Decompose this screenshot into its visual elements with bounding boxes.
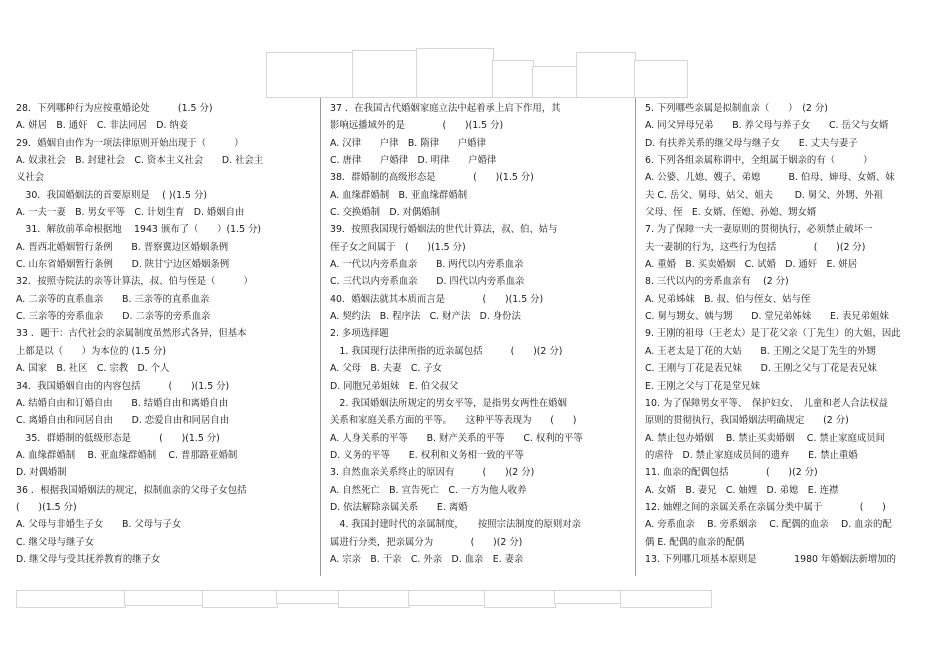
page-frame-top-6 [576,52,636,98]
text-line: D. 有扶养关系的继父母与继子女 E. 丈夫与妻子 [645,137,858,149]
text-line: 37 ．在我国古代婚姻家庭立法中起着承上启下作用，其 [330,103,561,114]
text-line: 义社会 [16,172,45,184]
text-line: 关系和家庭关系方面的平等。 这种平等表现为 ( ) [330,415,577,427]
text-line: C. 离婚自由和同居自由 D. 恋爱自由和同居自由 [16,415,230,427]
page-frame-top-2 [352,50,418,98]
text-line: 28．下列哪种行为应按重婚论处 (1.5 分) [16,103,213,114]
text-line: 夫一妻制的行为，这些行为包括 ( )(2 分) [645,241,866,253]
text-line: 31．解放前革命根据地 1943 颁布了（ ）(1.5 分) [16,224,262,236]
text-line: 偶 E. 配偶的血亲的配偶 [645,536,745,548]
text-line: A. 父母与非婚生子女 B. 父母与子女 [16,519,182,531]
text-line: A. 女婿 B. 妻兄 C. 妯娌 D. 弟媳 E. 连襟 [645,484,839,496]
text-line: A. 结婚自由和订婚自由 B. 结婚自由和离婚自由 [16,397,229,409]
text-line: 7. 为了保障一夫一妻原则的贯彻执行，必须禁止破坏一 [645,224,873,236]
page-frame-top-5 [532,66,578,98]
question-column-right [645,100,939,580]
text-line: C. 舅与甥女、姨与甥 D. 堂兄弟姊妹 E. 表兄弟姐妹 [645,311,889,323]
text-line: 36 ．根据我国婚姻法的规定，拟制血亲的父母子女包括 [16,484,247,496]
text-line: A. 旁系血亲 B. 旁系姻亲 C. 配偶的血亲 D. 血亲的配 [645,519,892,531]
text-line: 父母、侄 E. 女婿、侄媳、孙媳、甥女婿 [645,207,817,219]
text-line: D. 继父母与受其抚养教育的继子女 [16,553,161,565]
text-line: 属进行分类，把亲属分为 ( )(2 分) [330,536,523,548]
text-line: A. 国家 B. 社区 C. 宗教 D. 个人 [16,363,170,375]
text-line: A. 姘居 B. 通奸 C. 非法同居 D. 纳妾 [16,120,189,132]
text-line: 3. 自然血亲关系终止的原因有 ( )(2 分) [330,467,535,479]
text-line: A. 父母 B. 夫妻 C. 子女 [330,363,443,375]
text-line: A. 晋西北婚姻暂行条例 B. 晋察冀边区婚姻条例 [16,241,229,253]
page-frame-bottom-7 [484,590,556,608]
page-frame-bottom-2 [124,590,204,606]
text-line: A. 公婆、儿媳、嫂子、弟媳 B. 伯母、婶母、女婿、妹 [645,172,895,184]
text-line: A. 汉律 户律 B. 隋律 户婚律 [330,137,486,149]
text-line: A. 同父异母兄弟 B. 养父母与养子女 C. 岳父与女婿 [645,120,889,132]
text-line: E. 王刚之父与丁花是堂兄妹 [645,380,761,392]
page-frame-bottom-3 [202,590,278,608]
page-frame-top-7 [634,60,688,98]
text-line: A. 二亲等的直系血亲 B. 三亲等的直系血亲 [16,293,210,305]
text-line: 13. 下列哪几项基本原则是 1980 年婚姻法新增加的 [645,553,896,565]
text-line: 5. 下列哪些亲属是拟制血亲（ ） (2 分) [645,103,828,114]
text-line: 9. 王刚的祖母（王老太）是丁花父亲（丁先生）的大姐，因此 [645,328,901,340]
text-line: 的虐待 D. 禁止家庭成员间的遗弃 E. 禁止重婚 [645,449,858,461]
text-line: ( )(1.5 分) [16,501,77,513]
text-line: 1. 我国现行法律所指的近亲属包括 ( )(2 分) [330,345,563,357]
text-line: C. 唐律 户婚律 D. 明律 户婚律 [330,155,497,167]
question-column-left [16,100,312,580]
column-separator-1 [320,98,321,576]
page-frame-bottom-8 [554,590,622,604]
text-line: C. 王刚与丁花是表兄妹 D. 王刚之父与丁花是表兄妹 [645,363,877,375]
text-line: C. 继父母与继子女 [16,536,95,548]
text-line: A. 奴隶社会 B. 封建社会 C. 资本主义社会 D. 社会主 [16,155,264,167]
page-frame-bottom-4 [276,590,340,604]
text-line: A. 王老太是丁花的大姑 B. 王刚之父是丁先生的外甥 [645,345,876,357]
text-line: 影响远播域外的是 ( )(1.5 分) [330,120,504,132]
text-line: 上都是以（ ）为本位的 (1.5 分) [16,345,167,357]
text-line: C. 山东省婚姻暂行条例 D. 陕甘宁边区婚姻条例 [16,259,230,271]
page-frame-top-1 [266,52,354,98]
text-line: 38．群婚制的高级形态是 ( )(1.5 分) [330,172,534,184]
text-line: A. 宗亲 B. 干亲 C. 外亲 D. 血亲 E. 妻亲 [330,553,524,565]
text-line: 8. 三代以内的旁系血亲有 (2 分) [645,276,789,288]
text-line: 10. 为了保障男女平等、 保护妇女、 儿童和老人合法权益 [645,397,888,409]
text-line: 33 ．题干：古代社会的亲属制度虽然形式各异，但基本 [16,328,247,340]
question-column-middle [330,100,626,580]
text-line: 35．群婚制的低级形态是 ( )(1.5 分) [16,432,220,444]
text-line: D. 义务的平等 E. 权利和义务相一致的平等 [330,449,524,461]
text-line: C. 交换婚制 D. 对偶婚制 [330,207,441,219]
text-line: 2. 多项选择题 [330,328,389,340]
page-frame-top-4 [492,60,534,98]
text-line: 11. 血亲的配偶包括 ( )(2 分) [645,467,818,479]
text-line: 12. 妯娌之间的亲属关系在亲属分类中属于 ( ) [645,501,886,513]
page-frame-bottom-6 [408,590,486,606]
page-frame-bottom-5 [338,590,410,608]
text-line: A. 自然死亡 B. 宣告死亡 C. 一方为他人收养 [330,484,527,496]
text-line: A. 人身关系的平等 B. 财产关系的平等 C. 权利的平等 [330,432,583,444]
text-line: A. 血缘群婚制 B. 亚血缘群婚制 C. 普那路亚婚制 [16,449,238,461]
text-line: 6. 下列各组亲属称谓中，全组属于姻亲的有（ ） [645,155,873,167]
text-line: A. 一代以内旁系血亲 B. 两代以内旁系血亲 [330,259,524,271]
page-frame-bottom-1 [16,590,126,608]
text-line: 夫 C. 岳父、舅母、姑父、姐夫 D. 舅父、外甥、外祖 [645,189,883,201]
text-line: A. 血缘群婚制 B. 亚血缘群婚制 [330,189,468,201]
text-line: A. 重婚 B. 买卖婚姻 C. 试婚 D. 通奸 E. 姘居 [645,259,858,271]
text-line: 39．按照我国现行婚姻法的世代计算法，叔、伯、姑与 [330,224,558,236]
text-line: C. 三亲等的旁系血亲 D. 二亲等的旁系血亲 [16,311,211,323]
text-line: A. 一夫一妻 B. 男女平等 C. 计划生育 D. 婚姻自由 [16,207,245,219]
text-line: 40．婚姻法就其本质而言是 ( )(1.5 分) [330,293,544,305]
text-line: A. 禁止包办婚姻 B. 禁止买卖婚姻 C. 禁止家庭成员间 [645,432,885,444]
text-line: 30．我国婚姻法的首要原则是 ( )(1.5 分) [16,189,208,201]
page-frame-bottom-9 [620,590,712,608]
text-line: 4. 我国封建时代的亲属制度， 按照宗法制度的原则对亲 [330,519,581,531]
text-line: D. 同胞兄弟姐妹 E. 伯父叔父 [330,380,459,392]
text-line: 32．按照寺院法的亲等计算法，叔、伯与侄是（ ） [16,276,253,288]
text-line: A. 兄弟姊妹 B. 叔、伯与侄女、姑与侄 [645,293,811,305]
text-line: 29．婚姻自由作为一项法律原则开始出现于（ ） [16,137,244,149]
text-line: 2. 我国婚姻法所规定的男女平等，是指男女两性在婚姻 [330,397,567,409]
text-line: 侄子女之间属于 ( )(1.5 分) [330,241,466,253]
text-line: D. 依法解除亲属关系 E. 离婚 [330,501,468,513]
text-line: 原则的贯彻执行，我国婚姻法明确规定 (2 分) [645,415,849,427]
text-line: C. 三代以内旁系血亲 D. 四代以内旁系血亲 [330,276,525,288]
page-frame-top-3 [416,48,494,98]
text-line: A. 契约法 B. 程序法 C. 财产法 D. 身份法 [330,311,521,323]
column-separator-2 [635,98,636,576]
text-line: D. 对偶婚制 [16,467,67,479]
text-line: 34．我国婚姻自由的内容包括 ( )(1.5 分) [16,380,230,392]
